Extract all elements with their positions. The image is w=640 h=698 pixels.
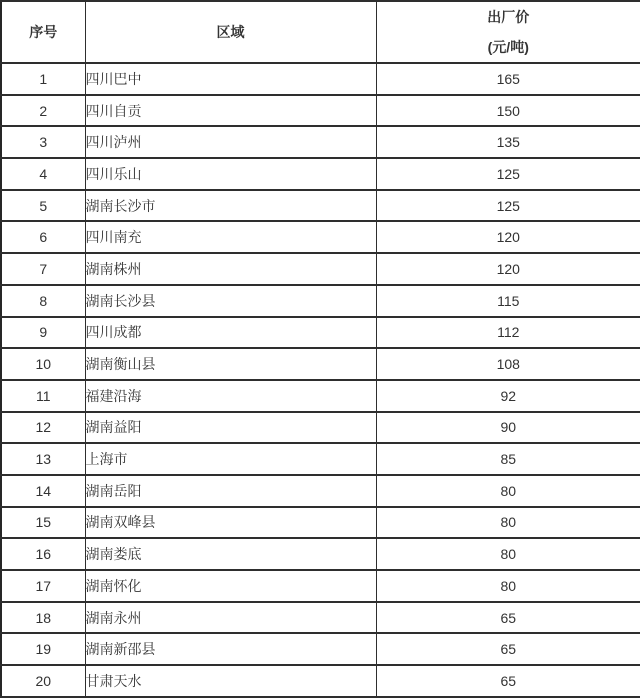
cell-region: 湖南长沙县 <box>85 285 376 317</box>
table-row <box>1 475 640 507</box>
cell-index: 20 <box>1 665 85 697</box>
header-region-label: 区域 <box>216 24 245 40</box>
cell-index: 2 <box>1 95 85 127</box>
cell-index: 7 <box>1 253 85 285</box>
cell-region: 湖南怀化 <box>85 570 376 602</box>
cell-region: 湖南娄底 <box>85 538 376 570</box>
table-row <box>1 221 640 253</box>
cell-price: 80 <box>376 475 640 507</box>
table-header <box>1 1 640 63</box>
cell-region: 四川乐山 <box>85 158 376 190</box>
cell-price: 125 <box>376 190 640 222</box>
cell-price: 92 <box>376 380 640 412</box>
table-row <box>1 443 640 475</box>
cell-region: 湖南新邵县 <box>85 633 376 665</box>
cell-price: 115 <box>376 285 640 317</box>
cell-region: 甘肃天水 <box>85 665 376 697</box>
cell-price: 65 <box>376 665 640 697</box>
cell-price: 80 <box>376 538 640 570</box>
cell-price: 108 <box>376 348 640 380</box>
header-cell-region <box>85 1 376 63</box>
table-row <box>1 190 640 222</box>
cell-index: 10 <box>1 348 85 380</box>
table-row <box>1 63 640 95</box>
table-row <box>1 158 640 190</box>
header-cell-price <box>376 1 640 63</box>
table-row <box>1 253 640 285</box>
cell-price: 80 <box>376 507 640 539</box>
cell-price: 85 <box>376 443 640 475</box>
table-row <box>1 570 640 602</box>
table-row <box>1 348 640 380</box>
cell-index: 16 <box>1 538 85 570</box>
cell-index: 1 <box>1 63 85 95</box>
header-price-label-line1: 出厂价 <box>487 9 530 25</box>
cell-index: 12 <box>1 412 85 444</box>
table-row <box>1 602 640 634</box>
cell-index: 5 <box>1 190 85 222</box>
cell-index: 19 <box>1 633 85 665</box>
cell-index: 11 <box>1 380 85 412</box>
cell-region: 四川泸州 <box>85 126 376 158</box>
cell-index: 14 <box>1 475 85 507</box>
cell-region: 湖南株州 <box>85 253 376 285</box>
cell-index: 9 <box>1 317 85 349</box>
table-row <box>1 507 640 539</box>
cell-region: 四川巴中 <box>85 63 376 95</box>
table-row <box>1 412 640 444</box>
header-row <box>1 1 640 63</box>
table-row <box>1 285 640 317</box>
cell-region: 湖南永州 <box>85 602 376 634</box>
cell-region: 福建沿海 <box>85 380 376 412</box>
cell-index: 6 <box>1 221 85 253</box>
cell-price: 135 <box>376 126 640 158</box>
cell-region: 湖南衡山县 <box>85 348 376 380</box>
cell-price: 165 <box>376 63 640 95</box>
table-row <box>1 633 640 665</box>
table-row <box>1 538 640 570</box>
cell-region: 上海市 <box>85 443 376 475</box>
table-row <box>1 380 640 412</box>
cell-region: 四川自贡 <box>85 95 376 127</box>
cell-price: 150 <box>376 95 640 127</box>
cell-price: 112 <box>376 317 640 349</box>
cell-region: 湖南双峰县 <box>85 507 376 539</box>
table-body <box>1 63 640 697</box>
header-index-label: 序号 <box>29 24 58 40</box>
cell-price: 120 <box>376 221 640 253</box>
cell-index: 3 <box>1 126 85 158</box>
table-row <box>1 95 640 127</box>
cell-region: 四川南充 <box>85 221 376 253</box>
cell-index: 17 <box>1 570 85 602</box>
cell-price: 125 <box>376 158 640 190</box>
cell-price: 120 <box>376 253 640 285</box>
table-row <box>1 126 640 158</box>
cell-price: 65 <box>376 633 640 665</box>
header-price-stack <box>377 7 640 57</box>
cell-region: 湖南岳阳 <box>85 475 376 507</box>
cell-index: 8 <box>1 285 85 317</box>
cell-index: 15 <box>1 507 85 539</box>
cell-index: 18 <box>1 602 85 634</box>
cell-region: 湖南长沙市 <box>85 190 376 222</box>
cell-price: 90 <box>376 412 640 444</box>
table-row <box>1 317 640 349</box>
cell-price: 65 <box>376 602 640 634</box>
table-row <box>1 665 640 697</box>
cell-index: 4 <box>1 158 85 190</box>
cell-region: 湖南益阳 <box>85 412 376 444</box>
cell-region: 四川成都 <box>85 317 376 349</box>
cell-price: 80 <box>376 570 640 602</box>
header-price-label-line2: (元/吨) <box>487 39 529 55</box>
header-cell-index <box>1 1 85 63</box>
cell-index: 13 <box>1 443 85 475</box>
